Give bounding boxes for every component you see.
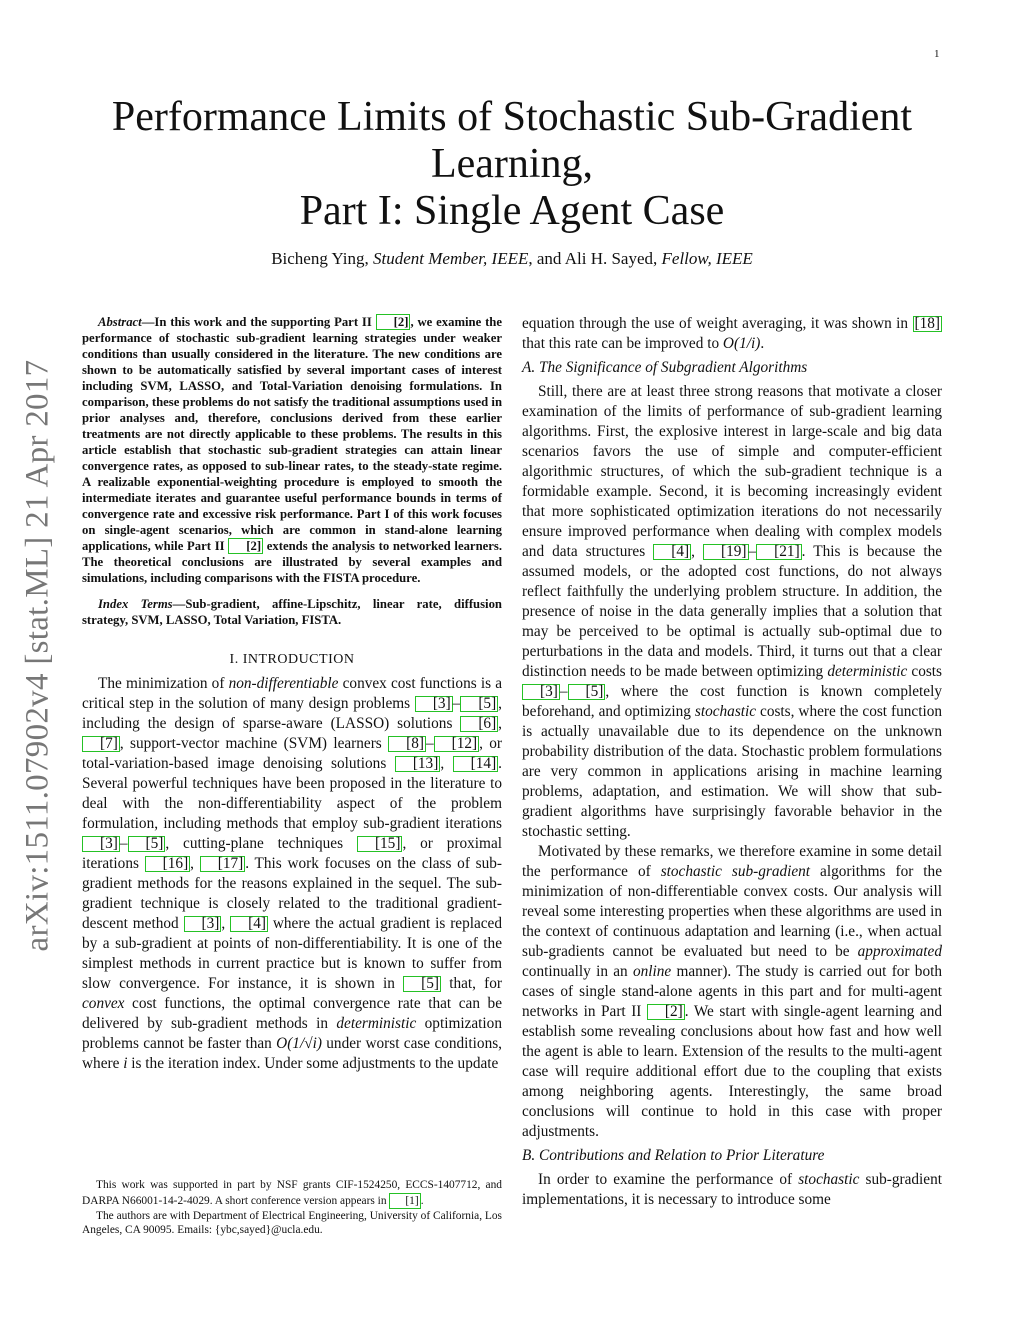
emphasis: convex <box>82 995 125 1012</box>
arxiv-identifier-text: arXiv:1511.07902v4 [stat.ML] 21 Apr 2017 <box>19 359 56 951</box>
text: where the actual gradient is replaced by a sub-gradient at points of non-differentiability. It is one of the simplest methods in current practice but is known to suffer from slow convergence. For instance, it is shown in <box>82 915 502 992</box>
citation-link[interactable]: [4] <box>653 544 691 560</box>
citation-link[interactable]: [7] <box>82 736 120 752</box>
citation-link[interactable]: [16] <box>145 856 191 872</box>
citation-link[interactable]: [3] <box>82 836 120 852</box>
right-column <box>522 314 942 1210</box>
citation-link[interactable]: [3] <box>522 684 560 700</box>
citation-link[interactable]: [5] <box>403 976 441 992</box>
text: – <box>559 683 568 700</box>
text: , <box>498 715 502 732</box>
text: costs <box>907 663 943 680</box>
title-block <box>80 94 944 269</box>
text: convex cost functions is a critical step in the solution of many design problems <box>82 675 502 712</box>
math-expression: O(1/i) <box>722 335 761 352</box>
citation-link[interactable]: [5] <box>460 696 498 712</box>
math-expression: i <box>123 1055 128 1072</box>
text: . This work focuses on the class of sub-gradient methods for the reasons explained in the sequel. The sub-gradient technique is closely related to the traditional gradient-descent method <box>82 855 502 932</box>
abstract-text: extends the analysis to networked learners. The theoretical conclusions are illustrated by several examples and simulations, including comparisons with the FISTA procedure. <box>82 539 502 585</box>
emphasis: stochastic <box>798 1171 860 1188</box>
citation-link[interactable]: [3] <box>184 916 222 932</box>
arxiv-identifier <box>16 350 60 960</box>
author-1: Bicheng Ying, <box>271 249 374 268</box>
citation-link[interactable]: [4] <box>230 916 268 932</box>
text: , or proximal iterations <box>82 835 502 872</box>
citation-link[interactable]: [5] <box>568 684 606 700</box>
emphasis: stochastic <box>694 703 757 720</box>
index-terms-text: —Sub-gradient, affine-Lipschitz, linear rate, diffusion strategy, SVM, LASSO, Total Variation, FISTA. <box>82 597 502 627</box>
citation-link[interactable]: [5] <box>128 836 166 852</box>
text: This work was supported in part by NSF grants CIF-1524250, ECCS-1407712, and DARPA N66001-14-2-4029. A short conference version appears in <box>82 1179 502 1207</box>
text: cost functions, the optimal convergence rate that can be delivered by sub-gradient methods in <box>82 995 502 1032</box>
text: optimization problems cannot be faster than <box>82 1015 502 1052</box>
citation-link[interactable]: [19] <box>703 544 749 560</box>
text: , <box>190 855 200 872</box>
paper-title-line-3: Part I: Single Agent Case <box>299 188 725 234</box>
text: , cutting-plane techniques <box>165 835 357 852</box>
emphasis: non-differentiable <box>228 675 339 692</box>
citation-link[interactable]: [2] <box>228 538 263 554</box>
text: equation through the use of weight averaging, it was shown in <box>522 315 913 332</box>
text: In order to examine the performance of <box>538 1171 799 1188</box>
math-expression: O(1/√i) <box>276 1035 322 1052</box>
citation-link[interactable]: [18] <box>914 315 940 332</box>
text: manner). The study is carried out for both cases of single stand-alone agents in this part and for multi-agent networks in Part II <box>522 963 942 1020</box>
text: continually in an <box>522 963 633 980</box>
subsection-heading-b: B. Contributions and Relation to Prior Literature <box>522 1147 825 1164</box>
text: sub-gradient implementations, it is necessary to introduce some <box>522 1171 942 1208</box>
text: . We start with single-agent learning and establish some revealing conclusions about how fast and how well the agent is able to learn. Extension of the results to the multi-agent case will require additional effort due to the coupling that exists among neighboring agents. Interestingly, the same broad conclusions will continue to hold in this case with proper adjustments. <box>522 1003 942 1140</box>
text: . <box>420 1194 424 1207</box>
paper-title-line-1: Performance Limits of Stochastic Sub-Gradient <box>111 94 913 140</box>
abstract-text: , we examine the performance of stochastic sub-gradient learning strategies under weaker conditions than usually considered in the literature. The new conditions are shown to be automatically satisfied by several important cases of interest including SVM, LASSO, and Total-Variation denoising formulations. In comparison, these problems do not satisfy the traditional assumptions used in prior analyses and, therefore, conclusions derived from these earlier treatments are not directly applicable to these problems. The results in this article establish that stochastic sub-gradient strategies can attain linear convergence rates, as opposed to sub-linear rates, to the steady-state regime. A realizable exponential-weighting procedure is employed to smooth the intermediate iterates and guarantee useful performance bounds in terms of convergence rate and excessive risk performance. Part I of this work focuses on single-agent scenarios, which are common in stand-alone learning applications, while Part II <box>82 315 502 553</box>
citation-link[interactable]: [1] <box>389 1193 420 1209</box>
text: , <box>691 543 704 560</box>
citation-link[interactable]: [21] <box>756 544 802 560</box>
citation-link[interactable]: [2] <box>647 1004 685 1020</box>
abstract-label: Abstract <box>98 315 142 329</box>
author-separator: , and Ali H. Sayed, <box>528 249 662 268</box>
text: , or total-variation-based image denoising solutions <box>82 735 502 772</box>
emphasis: deterministic <box>336 1015 417 1032</box>
authors <box>80 249 944 269</box>
text: , <box>440 755 453 772</box>
text: is the iteration index. Under some adjustments to the update <box>127 1055 499 1072</box>
text: under worst case conditions, where <box>82 1035 502 1072</box>
emphasis: deterministic <box>827 663 908 680</box>
subsection-a-paragraph-2 <box>522 842 942 1142</box>
citation-link[interactable]: [17] <box>200 856 246 872</box>
emphasis: approximated <box>857 943 942 960</box>
footnote-affiliation: The authors are with Department of Electrical Engineering, University of California, Los Angeles, CA 90095. Emails: {ybc,sayed}@ucla.edu. <box>82 1209 502 1236</box>
text: , including the design of sparse-aware (LASSO) solutions <box>82 695 502 732</box>
index-terms-label: Index Terms <box>98 597 173 611</box>
text: costs, where the cost function is actually unavailable due to its dependence on the unknown probability distribution of the data. Stochastic problem formulations are very common in applications arising in machine learning problems, adaptation, and estimation. We will show that sub-gradient algorithms have surprisingly favorable behavior in the stochastic setting. <box>522 703 942 840</box>
emphasis: online <box>632 963 672 980</box>
citation-link[interactable]: [3] <box>415 696 453 712</box>
text: – <box>452 695 461 712</box>
text: algorithms for the minimization of non-differentiable convex costs. Our analysis will reveal some interesting properties when these algorithms are used in the context of continuous adaptation and learning (i.e., when actual sub-gradients cannot be evaluated but need to be <box>522 863 942 960</box>
text: – <box>425 735 434 752</box>
citation-link[interactable]: [13] <box>395 756 441 772</box>
text: – <box>119 835 128 852</box>
text: , where the cost function is known completely beforehand, and optimizing <box>522 683 942 720</box>
author-1-role: Student Member, IEEE <box>373 249 529 268</box>
citation-link[interactable]: [8] <box>388 736 426 752</box>
section-heading-introduction: I. INTRODUCTION <box>229 652 355 667</box>
intro-continuation <box>522 314 942 354</box>
footnote-funding <box>82 1178 502 1209</box>
author-2-role: Fellow, IEEE <box>661 249 753 268</box>
text: , <box>221 915 231 932</box>
intro-paragraph <box>82 674 502 1074</box>
text: . Several powerful techniques have been proposed in the literature to deal with the non-differentiability aspect of the problem formulation, including methods that employ sub-gradient iterations <box>82 755 502 832</box>
text: , support-vector machine (SVM) learners <box>119 735 389 752</box>
text: that, for <box>440 975 503 992</box>
citation-link[interactable]: [15] <box>357 836 403 852</box>
text: Motivated by these remarks, we therefore examine in some detail the performance of <box>522 843 942 880</box>
abstract-text: —In this work and the supporting Part II <box>141 315 376 329</box>
subsection-b-paragraph <box>522 1170 942 1210</box>
text: Still, there are at least three strong reasons that motivate a closer examination of the limits of performance of sub-gradient learning algorithms. First, the explosive interest in large-scale and big data scenarios favors the use of simple and computer-efficient algorithmic structures, of which the sub-gradient technique is a formidable example. Second, it is becoming increasingly evident that more sophisticated optimization iterations do not necessarily ensure improved performance when dealing with complex models and data structures <box>522 383 942 560</box>
citation-link[interactable]: [6] <box>460 716 498 732</box>
abstract <box>82 314 502 586</box>
paper-title-line-2: Learning, <box>430 141 594 187</box>
emphasis: stochastic sub-gradient <box>660 863 811 880</box>
citation-link[interactable]: [2] <box>376 314 411 330</box>
text: . This is because the assumed models, or the adopted cost functions, do not always reflect faithfully the underlying problem structure. In addition, the presence of noise in the data generally implies that a solution that may be perceived to be optimal is actually sub-optimal due to perturbations in the data and models. Third, it turns out that a clear distinction needs to be made between optimizing <box>522 543 943 680</box>
text: The minimization of <box>98 675 229 692</box>
subsection-a-paragraph-1 <box>522 382 942 842</box>
index-terms <box>82 596 502 628</box>
citation-link[interactable]: [12] <box>434 736 480 752</box>
subsection-heading-a: A. The Significance of Subgradient Algorithms <box>522 359 808 376</box>
footnotes <box>82 1178 502 1238</box>
citation-link[interactable]: [14] <box>453 756 499 772</box>
text: – <box>748 543 757 560</box>
left-column <box>82 314 502 1074</box>
text: . <box>760 335 765 352</box>
text: that this rate can be improved to <box>522 335 723 352</box>
page-number: 1 <box>934 48 940 60</box>
